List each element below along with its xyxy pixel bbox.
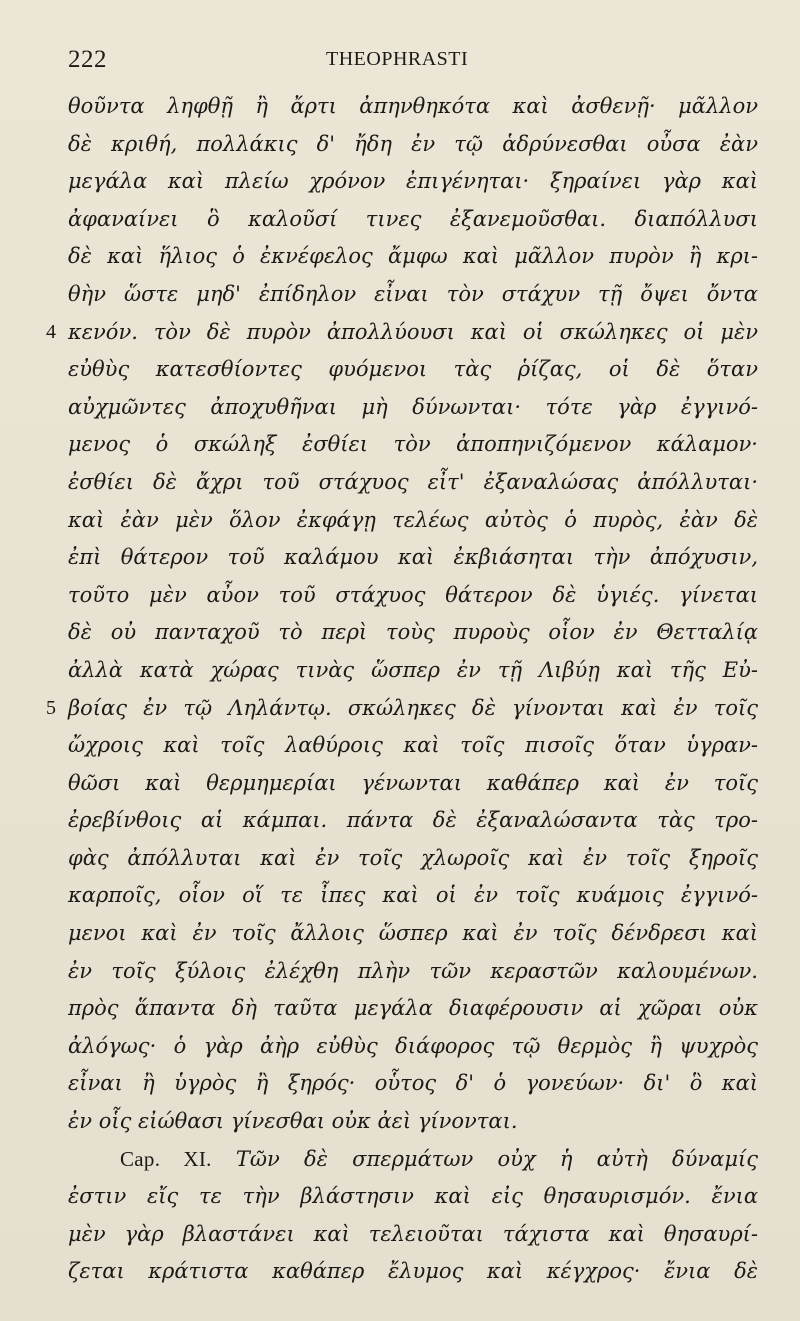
text-line-9: αὐχμῶντες ἀποχυθῆναι μὴ δύνωνται· τότε γὰρ ἐγγινό-	[68, 394, 758, 419]
text-line-4: ἀφαναίνει ὃ καλοῦσί τινες ἐξανεμοῦσθαι. διαπόλλυσι	[68, 206, 758, 231]
greek-text-body	[46, 88, 759, 1291]
section-number-4: 4	[46, 320, 56, 343]
text-line-24: ἐν τοῖς ξύλοις ἐλέχθη πλὴν τῶν κεραστῶν καλουμένων.	[68, 958, 758, 983]
running-title: THEOPHRASTI	[326, 48, 469, 70]
text-line-16: ἀλλὰ κατὰ χώρας τινὰς ὥσπερ ἐν τῇ Λιβύῃ καὶ τῆς Εὐ-	[68, 657, 758, 682]
text-line-6: θὴν ὥστε μηδ' ἐπίδηλον εἶναι τὸν στάχυν τῇ ὄψει ὄντα	[68, 281, 758, 306]
text-line-18: ὤχροις καὶ τοῖς λαθύροις καὶ τοῖς πισοῖς ὅταν ὑγραν-	[68, 733, 758, 758]
text-line-5: δὲ καὶ ἥλιος ὁ ἐκνέφελος ἄμφω καὶ μᾶλλον πυρὸν ἢ κρι-	[68, 244, 758, 269]
text-line-25: πρὸς ἅπαντα δὴ ταῦτα μεγάλα διαφέρουσιν αἱ χῶραι οὐκ	[68, 996, 758, 1021]
text-line-14: τοῦτο μὲν αὖον τοῦ στάχυος θάτερον δὲ ὑγιές. γίνεται	[68, 582, 758, 607]
text-line-20: ἐρεβίνθοις αἱ κάμπαι. πάντα δὲ ἐξαναλώσαντα τὰς τρο-	[68, 808, 758, 833]
text-line-28: ἐν οἷς εἰώθασι γίνεσθαι οὐκ ἀεὶ γίνονται.	[68, 1109, 518, 1134]
text-line-13: ἐπὶ θάτερον τοῦ καλάμου καὶ ἐκβιάσηται τὴν ἀπόχυσιν,	[68, 545, 758, 570]
chapter-line-3: μὲν γὰρ βλαστάνει καὶ τελειοῦται τάχιστα καὶ θησαυρί-	[68, 1221, 758, 1246]
text-line-15: δὲ οὐ πανταχοῦ τὸ περὶ τοὺς πυροὺς οἷον ἐν Θετταλίᾳ	[68, 620, 758, 645]
text-line-12: καὶ ἐὰν μὲν ὅλον ἐκφάγῃ τελέως αὐτὸς ὁ πυρὸς, ἐὰν δὲ	[68, 507, 758, 532]
text-line-8: εὐθὺς κατεσθίοντες φυόμενοι τὰς ῥίζας, οἱ δὲ ὅταν	[68, 357, 758, 382]
chapter-line-4: ζεται κράτιστα καθάπερ ἔλυμος καὶ κέγχρος· ἔνια δὲ	[68, 1259, 758, 1284]
text-line-3: μεγάλα καὶ πλείω χρόνον ἐπιγένηται· ξηραίνει γὰρ καὶ	[68, 169, 758, 194]
text-line-7	[46, 314, 758, 352]
text-line-21: φὰς ἀπόλλυται καὶ ἐν τοῖς χλωροῖς καὶ ἐν τοῖς ξηροῖς	[68, 845, 758, 870]
text-line-1: θοῦντα ληφθῇ ἢ ἄρτι ἀπηνθηκότα καὶ ἀσθενῇ· μᾶλλον	[68, 94, 758, 118]
page-number: 222	[68, 46, 107, 73]
page-header	[68, 46, 748, 80]
text-line-17-content: βοίας ἐν τῷ Ληλάντῳ. σκώληκες δὲ γίνονται καὶ ἐν τοῖς	[68, 695, 758, 720]
text-line-19: θῶσι καὶ θερμημερίαι γένωνται καθάπερ καὶ ἐν τοῖς	[68, 770, 758, 795]
text-line-27: εἶναι ἢ ὑγρὸς ἢ ξηρός· οὗτος δ' ὁ γονεύων· δι' ὃ καὶ	[68, 1071, 758, 1096]
text-line-7-content: κενόν. τὸν δὲ πυρὸν ἀπολλύουσι καὶ οἱ σκώληκες οἱ μὲν	[68, 319, 758, 344]
text-line-17	[46, 690, 758, 728]
chapter-first-line: Τῶν δὲ σπερμάτων οὐχ ἡ αὐτὴ δύναμίς	[235, 1146, 759, 1171]
text-line-2: δὲ κριθή, πολλάκις δ' ἤδη ἐν τῷ ἁδρύνεσθαι οὖσα ἐὰν	[68, 131, 758, 156]
chapter-label: Cap. XI.	[120, 1146, 212, 1171]
text-line-11: ἐσθίει δὲ ἄχρι τοῦ στάχυος εἶτ' ἐξαναλώσας ἀπόλλυται·	[68, 469, 758, 494]
text-line-10: μενος ὁ σκώληξ ἐσθίει τὸν ἀποπηνιζόμενον κάλαμον·	[68, 432, 758, 457]
section-number-5: 5	[46, 696, 56, 719]
chapter-heading-line	[68, 1141, 758, 1179]
text-line-22: καρποῖς, οἷον οἵ τε ἶπες καὶ οἱ ἐν τοῖς κυάμοις ἐγγινό-	[68, 883, 758, 908]
text-line-23: μενοι καὶ ἐν τοῖς ἄλλοις ὥσπερ καὶ ἐν τοῖς δένδρεσι καὶ	[68, 921, 758, 946]
chapter-line-2: ἐστιν εἴς τε τὴν βλάστησιν καὶ εἰς θησαυρισμόν. ἔνια	[68, 1184, 758, 1209]
text-line-26: ἀλόγως· ὁ γὰρ ἀὴρ εὐθὺς διάφορος τῷ θερμὸς ἢ ψυχρὸς	[68, 1033, 758, 1058]
